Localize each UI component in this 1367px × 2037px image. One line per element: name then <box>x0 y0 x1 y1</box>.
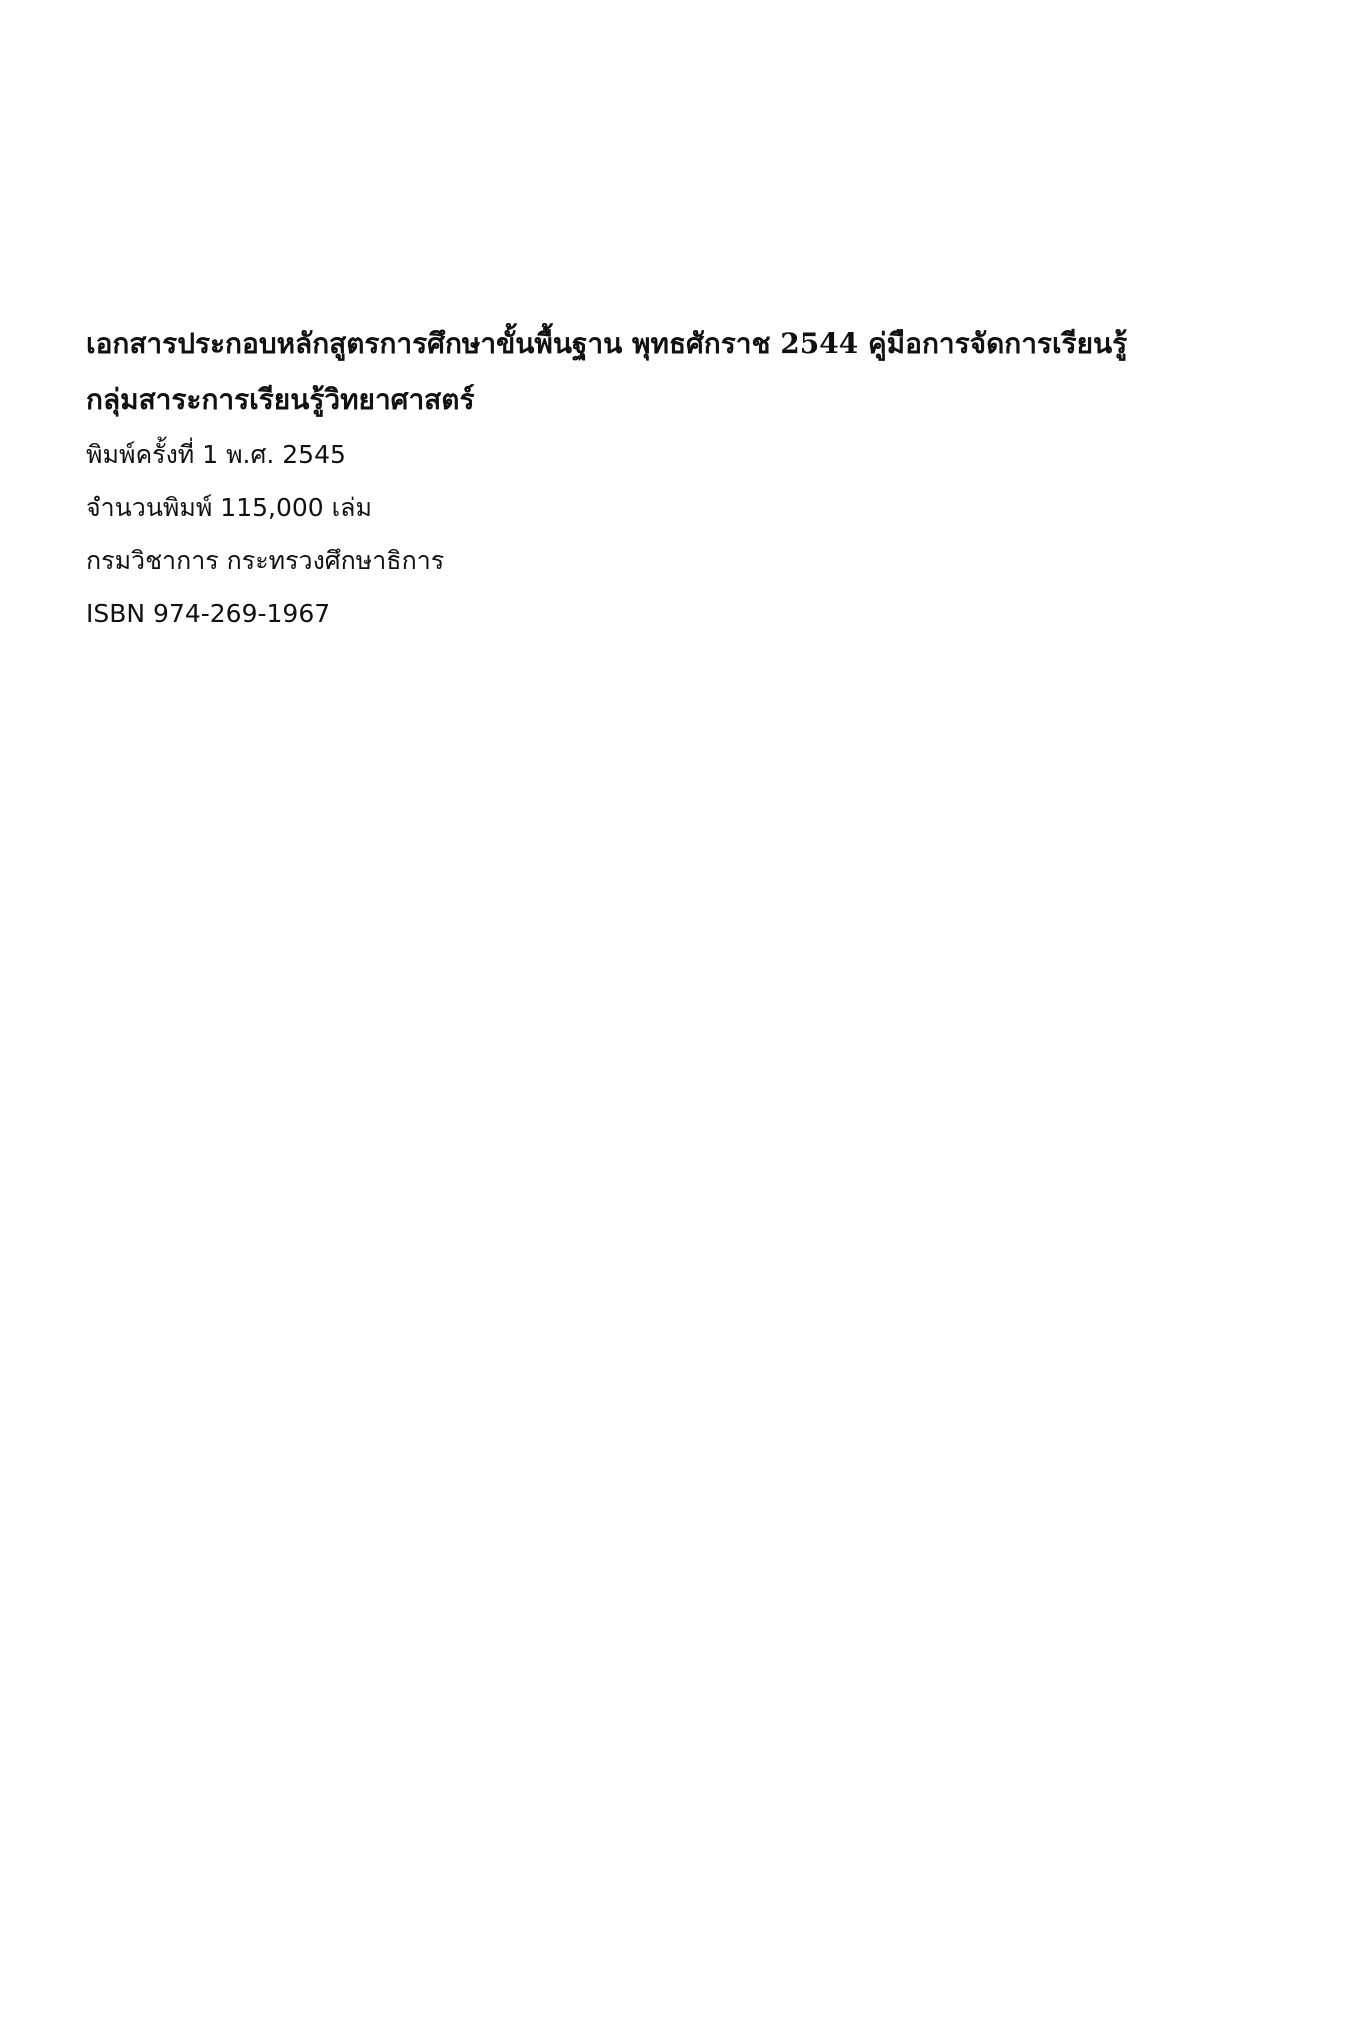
imprint-block <box>86 316 1326 640</box>
isbn-text: ISBN 974-269-1967 <box>86 599 331 628</box>
document-title-line-1: เอกสารประกอบหลักสูตรการศึกษาขั้นพื้นฐาน พุทธศักราช 2544 คู่มือการจัดการเรียนรู้ <box>86 327 1128 360</box>
publisher-text: กรมวิชาการ กระทรวงศึกษาธิการ <box>86 546 445 575</box>
edition-text: พิมพ์ครั้งที่ 1 พ.ศ. 2545 <box>86 440 346 469</box>
print-run-text: จำนวนพิมพ์ 115,000 เล่ม <box>86 493 372 522</box>
document-title-line-2: กลุ่มสาระการเรียนรู้วิทยาศาสตร์ <box>86 383 475 416</box>
